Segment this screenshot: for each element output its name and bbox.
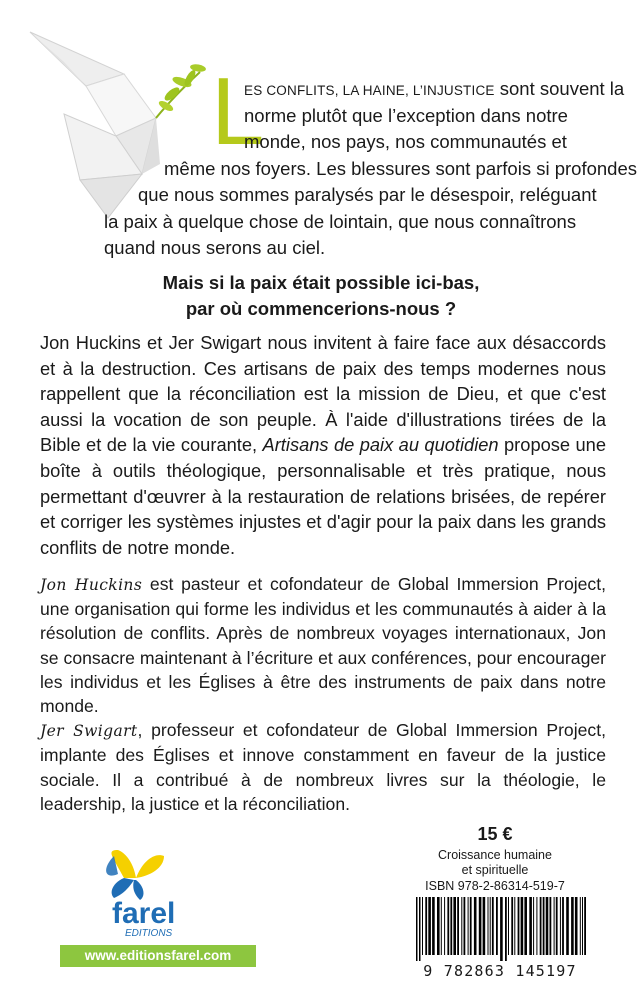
barcode-number: 9 782863 145197: [423, 962, 577, 980]
author-bio-jon-text: est pasteur et cofondateur de Global Immersion Project, une organisation qui forme les individus et les communautés à aider à la résolution de conflits. Après de nombreux voyages internationaux, Jon se consacre maintenant à l’écriture et aux conférences, pour encourager les individus et les Églises à être des instruments de paix dans notre monde.: [40, 574, 606, 717]
barcode: [414, 897, 592, 961]
intro-line-2: norme plutôt que l’exception dans notre: [244, 104, 568, 126]
question-line-1: Mais si la paix était possible ici-bas,: [162, 272, 480, 293]
isbn-number: ISBN 978-2-86314-519-7: [425, 879, 565, 893]
question-line-2: par où commencerions-nous ?: [185, 298, 457, 319]
price: 15 €: [477, 824, 513, 844]
category-line-1: Croissance humaine: [438, 848, 552, 862]
book-title-italic: Artisans de paix au quotidien: [262, 434, 499, 456]
author-bio-jer: [40, 718, 606, 816]
author-name-jer: Jer Swigart: [40, 722, 138, 741]
publisher-website-link[interactable]: www.editionsfarel.com: [60, 945, 256, 967]
intro-smallcaps: ES CONFLITS, LA HAINE, L’INJUSTICE: [244, 83, 495, 98]
author-bio-jon: [40, 572, 606, 718]
key-question: [0, 270, 642, 322]
authors-section: [40, 572, 606, 816]
author-bio-jer-text: , professeur et cofondateur de Global Immersion Project, implante des Églises et innove constamment en faveur de la justice sociale. Il a contribué à de nombreux livres sur la théologie, le leadership, la justice et la réconciliation.: [40, 720, 606, 814]
farel-logo: [84, 848, 224, 940]
logo-text: farel: [112, 897, 176, 930]
intro-line-3: monde, nos pays, nos communautés et: [244, 131, 567, 152]
intro-line-5: que nous sommes paralysés par le désespoir, reléguant: [138, 184, 597, 205]
intro-line-4: même nos foyers. Les blessures sont parfois si profondes: [164, 157, 638, 179]
intro-line-1-rest: sont souvent la: [494, 78, 625, 99]
intro-line-1: [244, 76, 624, 105]
logo-subtext: EDITIONS: [125, 928, 173, 939]
description-paragraph: [40, 330, 606, 560]
description-part-1: Jon Huckins et Jer Swigart nous invitent à faire face aux désaccords et à la destruction. Ces artisans de paix des temps modernes nous rappellent que la réconciliation est la mission de Dieu, et que c'est aussi la vocation de son peuple. À l'aide d'illustrations tirées de la Bible et de la vie courante,: [40, 332, 606, 456]
price-block: [400, 822, 590, 894]
intro-line-6: la paix à quelque chose de lointain, que nous connaîtrons: [104, 210, 577, 232]
drop-cap-letter: L: [211, 58, 265, 165]
description-part-2: propose une boîte à outils théologique, personnalisable et très pratique, nous permettant d'œuvrer à la restauration de relations brisées, de repérer et corriger les systèmes injustes et d'agir pour la paix dans les grands conflits de notre monde.: [40, 434, 606, 558]
category-line-2: et spirituelle: [461, 863, 529, 877]
author-name-jon: Jon Huckins: [40, 576, 143, 594]
intro-line-7: quand nous serons au ciel.: [104, 237, 326, 258]
